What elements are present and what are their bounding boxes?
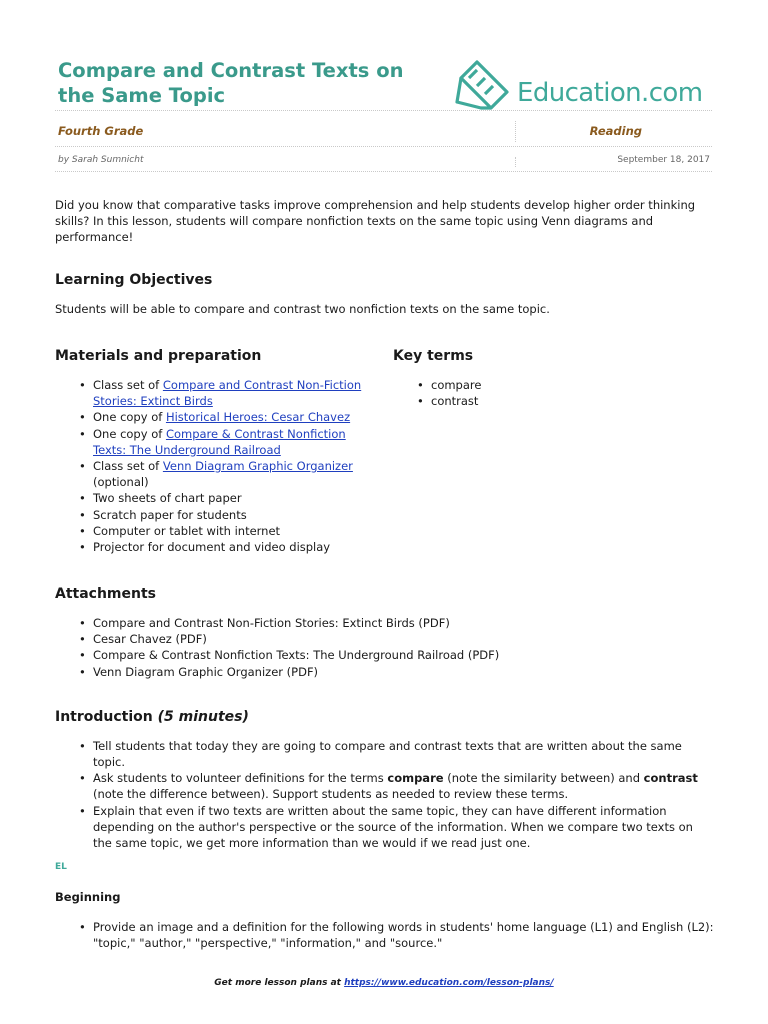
key-terms-column (393, 347, 693, 409)
list-item-suffix: (optional) (93, 475, 149, 490)
list-item-text: (note the difference between). Support students as needed to review these terms. (93, 787, 569, 802)
list-item-text: Ask students to volunteer definitions for the terms (93, 771, 388, 786)
materials-list (55, 377, 375, 555)
list-item: • Projector for document and video display (55, 539, 375, 555)
list-item: • contrast (393, 393, 693, 409)
date-label: September 18, 2017 (617, 155, 710, 165)
list-item (55, 458, 375, 490)
logo-wordmark: Education.com (517, 78, 703, 108)
objectives-heading: Learning Objectives (55, 272, 213, 288)
key-terms-heading: Key terms (393, 348, 474, 364)
list-item: • Computer or tablet with internet (55, 523, 375, 539)
underground-railroad-link[interactable]: Compare & Contrast Nonfiction Texts: The Underground Railroad (93, 426, 346, 457)
introduction-heading-text: Introduction (55, 708, 153, 725)
page-footer (0, 978, 768, 988)
objectives-text: Students will be able to compare and contrast two nonfiction texts on the same topic. (55, 302, 550, 316)
materials-column (55, 347, 375, 555)
list-item (55, 426, 375, 458)
meta-divider (515, 157, 516, 167)
attachments-heading: Attachments (55, 586, 157, 602)
meta-row-grade-subject (55, 110, 712, 146)
list-item: • Tell students that today they are going to compare and contrast texts that are written about the same topic. (55, 738, 715, 770)
extinct-birds-link[interactable]: Compare and Contrast Non-Fiction Stories: Extinct Birds (93, 378, 362, 409)
list-item: • Explain that even if two texts are written about the same topic, they can have different information depending on the author's perspective or the source of the information. When we compare two texts on the same topic, we get more information than we would if we read just one. (55, 803, 715, 852)
list-item-text: Class set of (93, 378, 163, 392)
lesson-plans-link[interactable]: https://www.education.com/lesson-plans/ (344, 978, 554, 988)
author-label: by Sarah Sumnicht (58, 155, 144, 165)
el-level-heading: Beginning (55, 890, 121, 905)
lesson-content (55, 197, 715, 952)
list-item: • Two sheets of chart paper (55, 490, 375, 506)
pencil-stack-icon (455, 56, 517, 112)
title-line-1: Compare and Contrast Texts on (58, 59, 404, 82)
attachments-list (55, 615, 715, 680)
cesar-chavez-link[interactable]: Historical Heroes: Cesar Chavez (165, 410, 351, 425)
el-list (55, 919, 715, 951)
education-com-logo[interactable] (455, 56, 715, 112)
introduction-heading (55, 708, 715, 726)
list-item: • Venn Diagram Graphic Organizer (PDF) (55, 664, 715, 680)
title-line-2: the Same Topic (58, 84, 226, 107)
list-item: • Compare and Contrast Non-Fiction Stories: Extinct Birds (PDF) (55, 615, 715, 631)
meta-divider (515, 121, 516, 142)
key-terms-list (393, 377, 693, 409)
list-item (55, 770, 715, 802)
list-item: • Cesar Chavez (PDF) (55, 631, 715, 647)
grade-label: Fourth Grade (58, 124, 144, 138)
list-item-text: (note the similarity between) and (443, 771, 644, 786)
page-header (55, 58, 712, 118)
meta-row-author-date (55, 146, 712, 172)
list-item: • compare (393, 377, 693, 393)
subject-label: Reading (589, 124, 642, 138)
intro-paragraph: Did you know that comparative tasks improve comprehension and help students develop higher order thinking skills? In this lesson, students will compare nonfiction texts on the same topic using Venn diagrams and performance! (55, 198, 696, 244)
introduction-duration: (5 minutes) (157, 708, 249, 725)
list-item: • Compare & Contrast Nonfiction Texts: The Underground Railroad (PDF) (55, 647, 715, 663)
page-title (58, 58, 458, 108)
list-item: • Scratch paper for students (55, 507, 375, 523)
list-item: • Provide an image and a definition for the following words in students' home language (L1) and English (L2): "topic," "author," "perspective," "information," and "source." (55, 919, 715, 951)
venn-diagram-link[interactable]: Venn Diagram Graphic Organizer (162, 459, 353, 474)
term-contrast: contrast (643, 771, 698, 786)
introduction-list (55, 738, 715, 851)
materials-heading: Materials and preparation (55, 348, 262, 364)
term-compare: compare (387, 771, 444, 786)
list-item-text: One copy of (93, 426, 166, 441)
list-item (55, 377, 375, 409)
footer-text: Get more lesson plans at (214, 978, 345, 988)
list-item (55, 409, 375, 425)
el-tag: EL (55, 862, 67, 873)
materials-keyterms-section (55, 347, 715, 555)
list-item-text: Class set of (93, 459, 163, 474)
list-item-text: One copy of (93, 410, 166, 425)
